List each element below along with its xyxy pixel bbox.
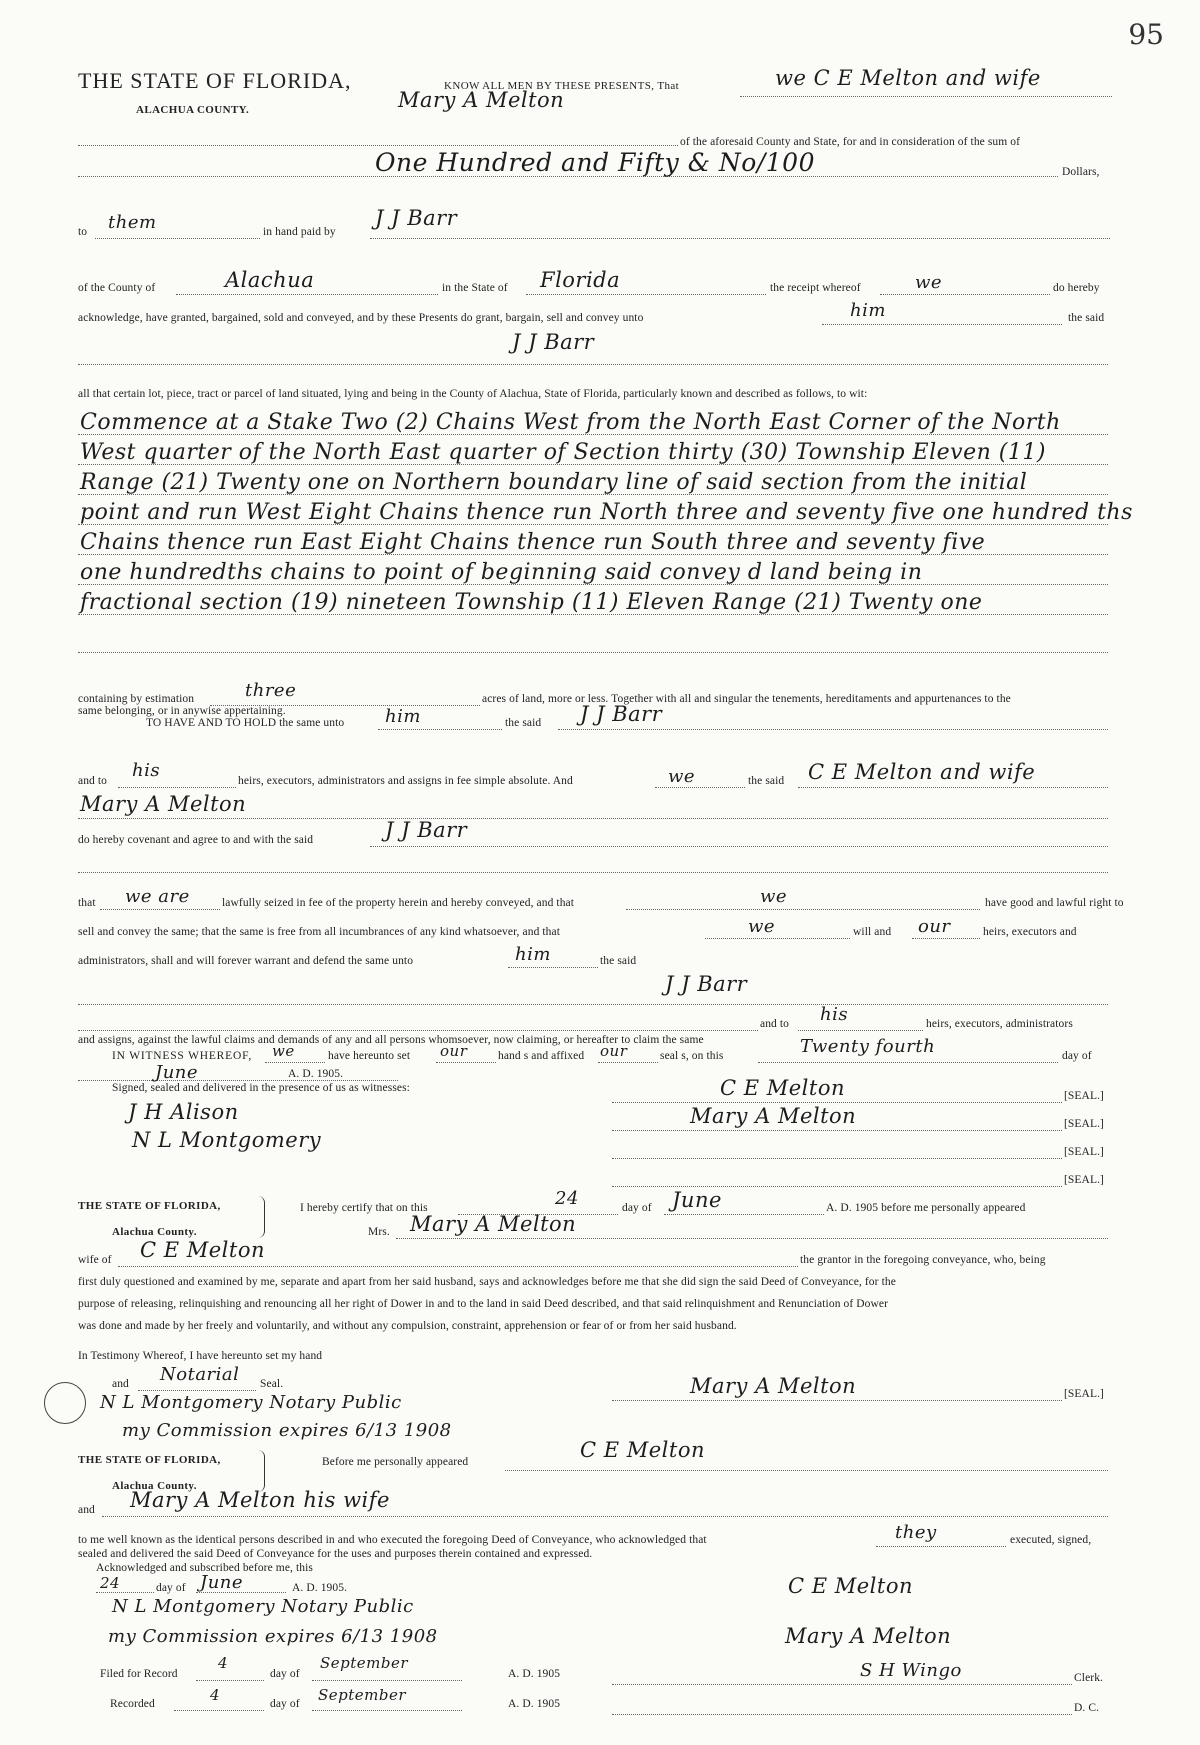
hereunto-text: have hereunto set (328, 1050, 411, 1062)
paid-by-text: in hand paid by (263, 226, 336, 238)
executed-text: executed, signed, (1010, 1534, 1092, 1546)
legal-rule (78, 494, 1108, 495)
have-said-text: the said (505, 717, 542, 729)
have-said-line (558, 729, 1108, 730)
state-line (526, 294, 766, 295)
mrs-handwriting: Mary A Melton (410, 1212, 577, 1236)
and-handwriting: we (668, 766, 696, 787)
ack-and-line (102, 1516, 1108, 1517)
wife-of-text: wife of (78, 1254, 112, 1266)
will-and-text: will and (853, 926, 892, 938)
dower-sig-line (612, 1400, 1062, 1401)
legal-rule (78, 524, 1108, 525)
legal-line-7: fractional section (19) nineteen Township (11) Eleven Range (21) Twenty one (80, 590, 983, 615)
legal-line-1: Commence at a Stake Two (2) Chains West from the North East Corner of the North (80, 410, 1061, 435)
legal-rule (78, 464, 1108, 465)
filed-month-line (312, 1680, 462, 1681)
filed-text: Filed for Record (100, 1668, 178, 1680)
seals-text: seal s, on this (660, 1050, 724, 1062)
dc-line (612, 1714, 1072, 1715)
signed-text: Signed, sealed and delivered in the presence of us as witnesses: (112, 1082, 410, 1094)
month-handwriting: June (155, 1062, 199, 1083)
and-to2-text: and to (760, 1018, 790, 1030)
containing-text: containing by estimation (78, 693, 195, 705)
will-handwriting: our (918, 916, 951, 937)
witness1-signature: J H Alison (128, 1100, 239, 1124)
heirs-exec2-text: heirs, executors, administrators (926, 1018, 1073, 1030)
ack-sig2: Mary A Melton (785, 1624, 952, 1648)
know-all-text: KNOW ALL MEN BY THESE PRESENTS, That (444, 80, 680, 92)
seized-handwriting: we (760, 886, 788, 907)
dower-para-2: purpose of releasing, relinquishing and renouncing all her right of Dower in and to the land in said Deed described, and that said relinquishment and Renunciation of Dower (78, 1298, 889, 1310)
legal-line-4: point and run West Eight Chains thence run North three and seventy five one hundred ths (80, 500, 1133, 525)
before-me-text: Before me personally appeared (322, 1456, 469, 1468)
sealed-text: sealed and delivered the said Deed of Conveyance for the uses and purposes therein contained and expressed. (78, 1548, 593, 1560)
dower-county: Alachua County. (112, 1226, 197, 1238)
hands-text: hand s and affixed (498, 1050, 585, 1062)
recorded-text: Recorded (110, 1698, 155, 1710)
and-to2-line (798, 1030, 923, 1031)
grantee-handwriting: J J Barr (512, 330, 595, 354)
sig-line-2 (612, 1130, 1062, 1131)
dollars-text: Dollars, (1062, 166, 1100, 178)
notary-seal-icon (44, 1382, 86, 1424)
unto-line (822, 324, 1062, 325)
legal-rule (78, 584, 1108, 585)
hands-line (598, 1062, 658, 1063)
dower-ad-text: A. D. 1905 before me personally appeared (826, 1202, 1026, 1214)
testimony-text: In Testimony Whereof, I have hereunto set my hand (78, 1350, 323, 1362)
legal-line-5: Chains thence run East Eight Chains thence run South three and seventy five (80, 530, 986, 555)
blank-line-2 (78, 1030, 758, 1031)
they-handwriting: they (895, 1522, 937, 1543)
and-to-line (118, 787, 236, 788)
state-title: THE STATE OF FLORIDA, (78, 68, 352, 93)
county-title: ALACHUA COUNTY. (136, 104, 250, 116)
receipt-text: the receipt whereof (770, 282, 861, 294)
acknowledge-text: acknowledge, have granted, bargained, sold and conveyed, and by these Presents do grant, bargain, sell and convey unto (78, 312, 644, 324)
heirs-text: heirs, executors, administrators and assigns in fee simple absolute. And (238, 775, 573, 787)
dower-brace (258, 1196, 265, 1238)
legal-rule (78, 652, 1108, 653)
state-label: in the State of (442, 282, 508, 294)
have-line (378, 729, 502, 730)
dower-para-1: first duly questioned and examined by me, separate and apart from her said husband, says and acknowledges before me that she did sign the said Deed of Conveyance, for the (78, 1276, 896, 1288)
ack-and-text: and (78, 1504, 95, 1516)
said2-line (798, 787, 1108, 788)
ack-ad-text: A. D. 1905. (292, 1582, 348, 1594)
that-line (100, 909, 220, 910)
sell-line (705, 938, 850, 939)
all-that-text: all that certain lot, piece, tract or parcel of land situated, lying and being in the County of Alachua, State of Florida, particularly known and described as follows, to wit: (78, 388, 868, 400)
receipt-line (880, 294, 1050, 295)
seal-label-3: [SEAL.] (1064, 1146, 1104, 1158)
heirs-exec-text: heirs, executors and (983, 926, 1077, 938)
rec-month-handwriting: September (318, 1686, 407, 1704)
to-line (95, 238, 260, 239)
seized-text: lawfully seized in fee of the property herein and hereby conveyed, and that (222, 897, 575, 909)
said2-handwriting: C E Melton and wife (808, 760, 1036, 784)
seal-label-2: [SEAL.] (1064, 1118, 1104, 1130)
administrators-text: administrators, shall and will forever warrant and defend the same unto (78, 955, 414, 967)
known-text: to me well known as the identical persons described in and who executed the foregoing Deed of Conveyance, who acknowledged that (78, 1534, 707, 1546)
filed-day-handwriting: 4 (218, 1654, 229, 1672)
ack-sig1: C E Melton (788, 1574, 914, 1598)
county-handwriting: Alachua (225, 268, 315, 292)
dower-signature: Mary A Melton (690, 1374, 857, 1398)
grantors-handwriting: we C E Melton and wife (775, 66, 1041, 90)
subscribed-text: Acknowledged and subscribed before me, this (96, 1562, 313, 1574)
admin-handwriting: him (515, 944, 551, 965)
hereunto-line (436, 1062, 496, 1063)
legal-line-6: one hundredths chains to point of beginning said convey d land being in (80, 560, 923, 585)
seal-word: Seal. (260, 1378, 284, 1390)
paid-by-line (370, 238, 1110, 239)
admin-grantee-handwriting: J J Barr (665, 972, 748, 996)
they-line (876, 1546, 1006, 1547)
mrs-line (396, 1238, 1108, 1239)
legal-line-2: West quarter of the North East quarter of Section thirty (30) Township Eleven (11) (80, 440, 1046, 465)
grantors-handwriting-2: Mary A Melton (398, 88, 565, 112)
ack-state: THE STATE OF FLORIDA, (78, 1454, 221, 1466)
page-number: 95 (1128, 18, 1164, 51)
to-handwriting: them (108, 212, 157, 233)
filed-month-handwriting: September (320, 1654, 409, 1672)
ad-text: A. D. 1905. (288, 1068, 344, 1080)
and-line (655, 787, 745, 788)
covenant-handwriting: J J Barr (385, 818, 468, 842)
that-handwriting: we are (125, 886, 190, 907)
wife-of-line (118, 1266, 798, 1267)
and-to-text: and to (78, 775, 108, 787)
dower-seal-label: [SEAL.] (1064, 1388, 1104, 1400)
said2-line-2 (78, 818, 1108, 819)
clerk-handwriting: S H Wingo (860, 1660, 962, 1681)
sell-handwriting: we (748, 916, 776, 937)
ack-brace (258, 1450, 265, 1492)
the-said2-text: the said (748, 775, 785, 787)
to-text: to (78, 226, 88, 238)
legal-rule (78, 614, 1108, 615)
day-of-text: day of (1062, 1050, 1092, 1062)
before-line (505, 1470, 1108, 1471)
have-said-handwriting: J J Barr (580, 702, 663, 726)
to-have-text: TO HAVE AND TO HOLD the same unto (146, 717, 345, 729)
ack-day-handwriting: 24 (100, 1574, 121, 1592)
legal-line-3: Range (21) Twenty one on Northern boundary line of said section from the initial (80, 470, 1028, 495)
same-belonging-text: same belonging, or in anywise appertaining. (78, 705, 286, 717)
commission-handwriting: my Commission expires 6/13 1908 (122, 1420, 452, 1441)
witness2-signature: N L Montgomery (132, 1128, 322, 1152)
acres-text: acres of land, more or less. Together with all and singular the tenements, hereditaments and appurtenances to the (482, 693, 1011, 705)
the-said-text: the said (1068, 312, 1105, 324)
ack-notary-handwriting: N L Montgomery Notary Public (112, 1596, 414, 1617)
testimony-and: and (112, 1378, 129, 1390)
covenant-line (370, 846, 1108, 847)
hands-handwriting: our (600, 1042, 628, 1060)
county-line (176, 294, 438, 295)
and-to2-handwriting: his (820, 1004, 849, 1025)
dower-para-3: was done and made by her freely and voluntarily, and without any compulsion, constraint, apprehension or fear of or from her said husband. (78, 1320, 737, 1332)
state-handwriting: Florida (540, 268, 621, 292)
dower-month-line (664, 1214, 824, 1215)
rec-ad-text: A. D. 1905 (508, 1698, 561, 1710)
dower-month-handwriting: June (672, 1188, 722, 1212)
dower-day-handwriting: 24 (555, 1188, 579, 1209)
notarial-handwriting: Notarial (160, 1364, 240, 1385)
filed-day-line (196, 1680, 264, 1681)
witness-text: IN WITNESS WHEREOF, (112, 1050, 253, 1062)
month-line (78, 1080, 398, 1081)
covenant-line-2 (78, 872, 1108, 873)
witness-handwriting: we (272, 1042, 295, 1060)
rec-month-line (312, 1710, 462, 1711)
husband-handwriting: C E Melton (140, 1238, 266, 1262)
hereunto-handwriting: our (440, 1042, 468, 1060)
before-handwriting: C E Melton (580, 1438, 706, 1462)
grantee-line (78, 364, 1108, 365)
will-line (912, 938, 980, 939)
receipt-handwriting: we (915, 272, 943, 293)
legal-rule (78, 434, 1108, 435)
filed-ad-text: A. D. 1905 (508, 1668, 561, 1680)
dower-state: THE STATE OF FLORIDA, (78, 1200, 221, 1212)
ack-dayof-text: day of (156, 1582, 186, 1594)
that-text: that (78, 897, 96, 909)
admin-grantee-line (78, 1004, 1108, 1005)
day-line (758, 1062, 1058, 1063)
dc-text: D. C. (1074, 1702, 1100, 1714)
sig-line-1 (612, 1102, 1062, 1103)
rec-day-handwriting: 4 (210, 1686, 221, 1704)
county-label: of the County of (78, 282, 156, 294)
admin-line (508, 967, 598, 968)
sig-line-3 (612, 1158, 1062, 1159)
dower-dayof-text: day of (622, 1202, 652, 1214)
sig-line-4 (612, 1186, 1062, 1187)
clerk-text: Clerk. (1074, 1672, 1104, 1684)
witness-line (265, 1062, 325, 1063)
rec-day-line (174, 1710, 264, 1711)
grantor1-signature: C E Melton (720, 1076, 846, 1100)
notarial-line (138, 1390, 256, 1391)
covenant-text: do hereby covenant and agree to and with the said (78, 834, 314, 846)
acres-handwriting: three (245, 680, 297, 701)
seal-label-4: [SEAL.] (1064, 1174, 1104, 1186)
assigns-text: and assigns, against the lawful claims and demands of any and all persons whomsoever, now claiming, or hereafter to claim the same (78, 1034, 704, 1046)
aforesaid-text: of the aforesaid County and State, for and in consideration of the sum of (680, 136, 1021, 148)
grantor-text: the grantor in the foregoing conveyance, who, being (800, 1254, 1046, 1266)
filed-dayof-text: day of (270, 1668, 300, 1680)
good-right-text: have good and lawful right to (985, 897, 1124, 909)
clerk-line (612, 1684, 1072, 1685)
paid-by-handwriting: J J Barr (375, 206, 458, 230)
seized-line (626, 909, 980, 910)
and-to-handwriting: his (132, 760, 161, 781)
blank-line (78, 145, 678, 146)
legal-rule (78, 554, 1108, 555)
sell-convey-text: sell and convey the same; that the same is free from all incumbrances of any kind whatsoever, and that (78, 926, 561, 938)
seal-label-1: [SEAL.] (1064, 1090, 1104, 1102)
ack-day-line (96, 1592, 154, 1593)
amount-handwriting: One Hundred and Fifty & No/100 (375, 148, 815, 177)
said2-handwriting-2: Mary A Melton (80, 792, 247, 816)
grantor2-signature: Mary A Melton (690, 1104, 857, 1128)
mrs-text: Mrs. (368, 1226, 390, 1238)
ack-county: Alachua County. (112, 1480, 197, 1492)
day-handwriting: Twenty fourth (800, 1036, 936, 1057)
have-handwriting: him (385, 706, 421, 727)
ack-month-handwriting: June (200, 1572, 244, 1593)
ack-commission-handwriting: my Commission expires 6/13 1908 (108, 1626, 438, 1647)
certify-text: I hereby certify that on this (300, 1202, 428, 1214)
rec-dayof-text: day of (270, 1698, 300, 1710)
admin-said-text: the said (600, 955, 637, 967)
grantor-line (740, 96, 1112, 97)
notary-handwriting: N L Montgomery Notary Public (100, 1392, 402, 1413)
ack-and-handwriting: Mary A Melton his wife (130, 1488, 390, 1512)
unto-handwriting: him (850, 300, 886, 321)
do-hereby-text: do hereby (1053, 282, 1100, 294)
